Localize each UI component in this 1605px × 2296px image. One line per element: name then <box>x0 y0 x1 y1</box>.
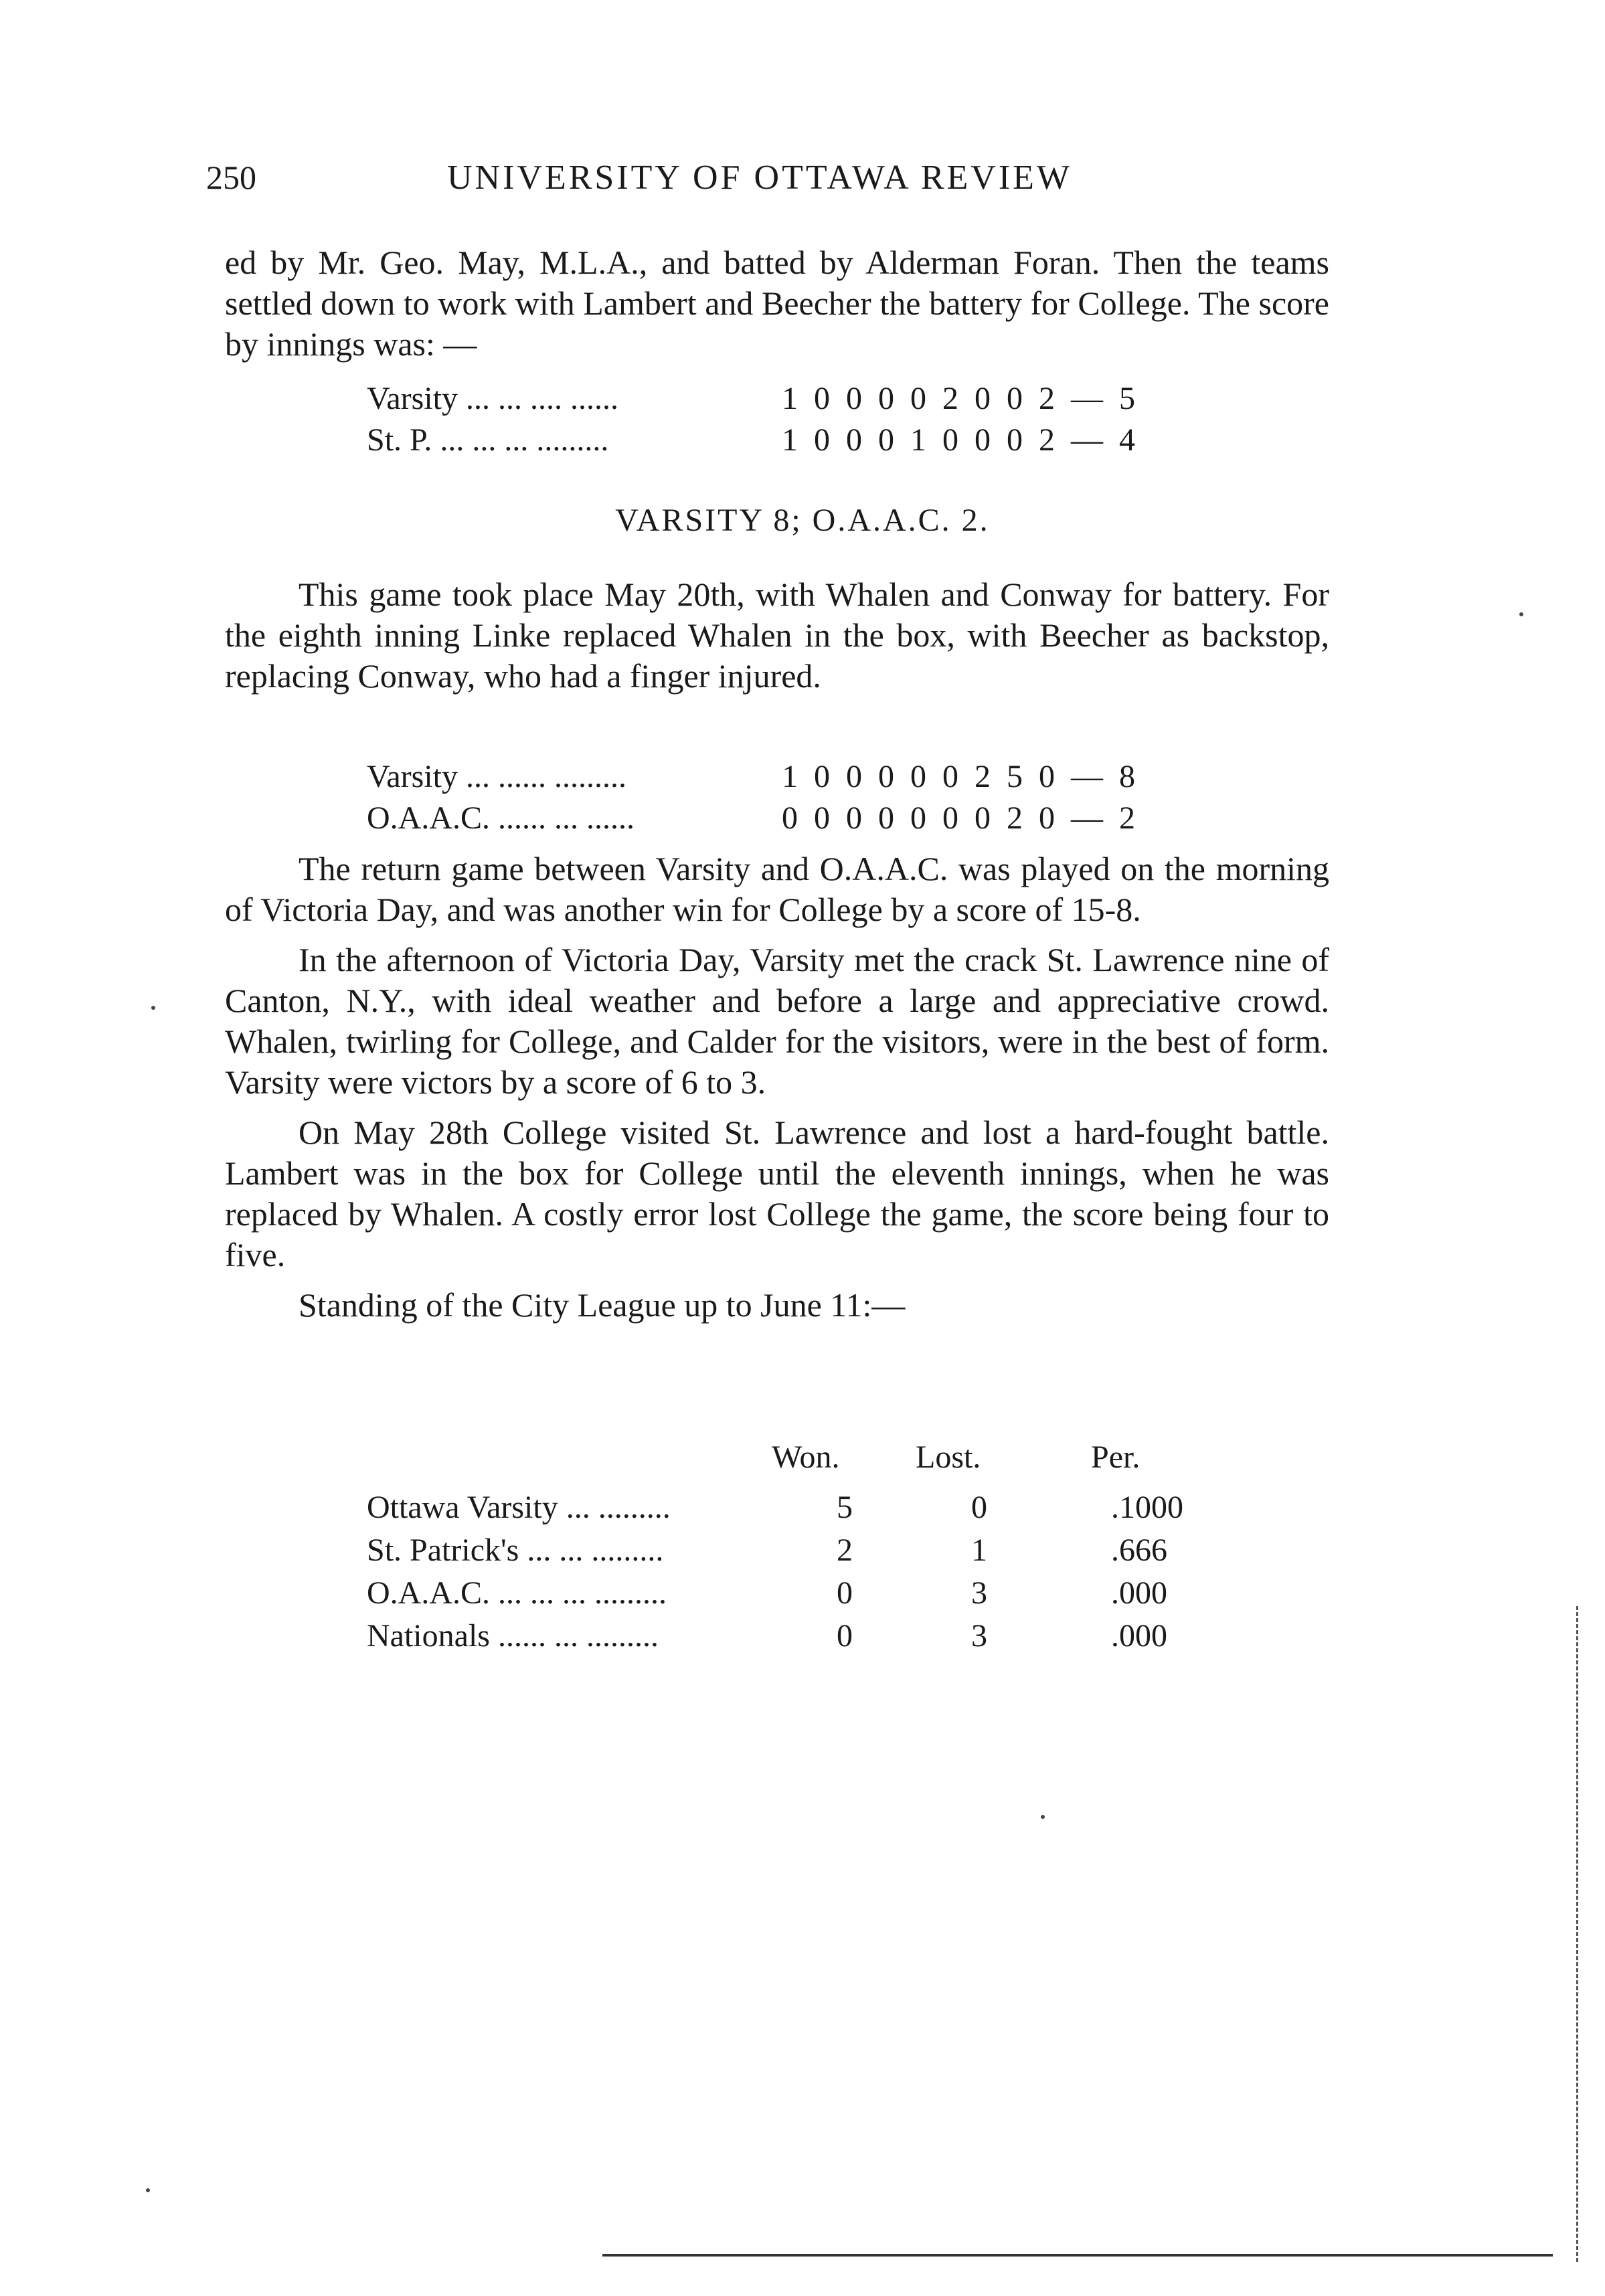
standings-lost: 1 <box>971 1532 987 1568</box>
body-paragraph: In the afternoon of Victoria Day, Varsity met the crack St. Lawrence nine of Canton, N.Y., with ideal weather and before a large and appreciative crowd. Whalen, twirling for College, and Calder for the visitors, were in the best of form. Varsity were victors by a score of 6 to 3. <box>225 941 1329 1101</box>
score-row <box>367 756 1237 798</box>
body-paragraph: The return game between Varsity and O.A.A.C. was played on the morning of Victoria Day, and was another win for College by a score of 15-8. <box>225 850 1329 928</box>
header-lost: Lost. <box>916 1439 981 1475</box>
table-row <box>367 1532 1237 1575</box>
game-heading: VARSITY 8; O.A.A.C. 2. <box>615 503 990 538</box>
scan-edge-mark <box>1574 1606 1578 2262</box>
score-team: Varsity ... ... .... ...... <box>367 381 618 416</box>
table-row <box>367 1617 1237 1660</box>
standings-per: .1000 <box>1111 1490 1183 1525</box>
standings-per: .666 <box>1111 1532 1167 1568</box>
standings-per: .000 <box>1111 1575 1167 1611</box>
scan-speck <box>1041 1815 1045 1819</box>
standings-team: O.A.A.C. ... ... ... ......... <box>367 1575 667 1611</box>
intro-text <box>225 242 1329 374</box>
game2-text <box>225 574 1329 706</box>
scan-speck <box>146 2188 150 2192</box>
table-row <box>367 1489 1237 1532</box>
standings-won: 2 <box>837 1532 853 1568</box>
header-won: Won. <box>772 1439 840 1475</box>
score-team: St. P. ... ... ... ......... <box>367 422 609 458</box>
standings-team: Ottawa Varsity ... ......... <box>367 1490 671 1525</box>
standings-lost: 3 <box>971 1575 987 1611</box>
running-title: UNIVERSITY OF OTTAWA REVIEW <box>447 159 1072 197</box>
score-innings: 1 0 0 0 0 2 0 0 2 — 5 <box>782 381 1139 416</box>
score-innings: 1 0 0 0 1 0 0 0 2 — 4 <box>782 422 1139 458</box>
standings-table <box>367 1439 1237 1660</box>
score-table-game2 <box>367 756 1237 839</box>
score-innings: 1 0 0 0 0 0 2 5 0 — 8 <box>782 759 1139 794</box>
score-table-game1 <box>367 378 1237 461</box>
scan-speck <box>1519 612 1523 616</box>
standings-won: 0 <box>837 1618 853 1654</box>
standings-lost: 3 <box>971 1618 987 1654</box>
standings-per: .000 <box>1111 1618 1167 1654</box>
standings-team: St. Patrick's ... ... ......... <box>367 1532 664 1568</box>
score-team: Varsity ... ...... ......... <box>367 759 626 794</box>
table-row <box>367 1575 1237 1617</box>
body-paragraph: On May 28th College visited St. Lawrence and lost a hard-fought battle. Lambert was in the box for College until the eleventh innings, when he was replaced by Whalen. A costly error lost College the game, the score being four to five. <box>225 1114 1329 1273</box>
scan-bottom-mark <box>602 2252 1553 2257</box>
page-header <box>206 158 1177 211</box>
standings-lost: 0 <box>971 1490 987 1525</box>
header-per: Per. <box>1091 1439 1141 1475</box>
body-paragraph: Standing of the City League up to June 11:— <box>299 1286 906 1324</box>
standings-team: Nationals ...... ... ......... <box>367 1618 659 1654</box>
game2-paragraph: This game took place May 20th, with Whalen and Conway for battery. For the eighth inning Linke replaced Whalen in the box, with Beecher as backstop, replacing Conway, who had a finger injured. <box>225 576 1329 695</box>
score-innings: 0 0 0 0 0 0 0 2 0 — 2 <box>782 800 1139 836</box>
score-row <box>367 420 1237 461</box>
standings-won: 5 <box>837 1490 853 1525</box>
score-row <box>367 798 1237 839</box>
score-team: O.A.A.C. ...... ... ...... <box>367 800 635 836</box>
standings-header <box>367 1439 1237 1489</box>
score-row <box>367 378 1237 420</box>
scan-speck <box>151 1006 155 1010</box>
standings-won: 0 <box>837 1575 853 1611</box>
body-text <box>225 849 1329 1335</box>
page-number: 250 <box>206 159 256 196</box>
intro-paragraph: ed by Mr. Geo. May, M.L.A., and batted by Alderman Foran. Then the teams settled down to work with Lambert and Beecher the battery for College. The score by innings was: — <box>225 244 1329 363</box>
